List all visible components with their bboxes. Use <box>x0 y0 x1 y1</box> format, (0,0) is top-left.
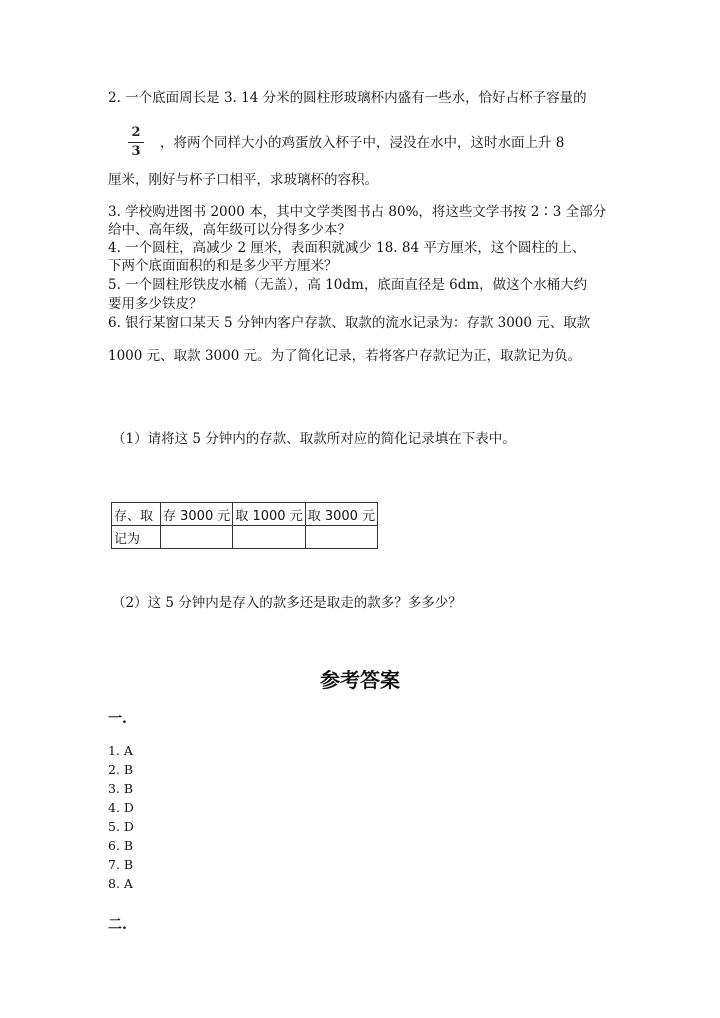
table-cell: 记为 <box>112 526 161 549</box>
fraction-denominator: 3 <box>131 144 141 159</box>
question-5-line-1: 5. 一个圆柱形铁皮水桶（无盖），高 10dm，底面直径是 6dm，做这个水桶大约 <box>108 277 588 293</box>
question-3-line-1: 3. 学校购进图书 2000 本，其中文学类图书占 80%，将这些文学书按 2∶3 全部分 <box>108 204 607 220</box>
answer-item: 4. D <box>108 800 134 815</box>
answer-item: 5. D <box>108 819 134 834</box>
question-4-line-1: 4. 一个圆柱，高减少 2 厘米，表面积就减少 18. 84 平方厘米，这个圆柱的上、 <box>108 240 586 256</box>
table-cell: 存 3000 元 <box>161 503 233 526</box>
table-cell-empty <box>161 526 233 549</box>
answers-title: 参考答案 <box>320 668 400 692</box>
question-2-line-3: 厘米，刚好与杯子口相平，求玻璃杯的容积。 <box>108 172 378 188</box>
answer-item: 3. B <box>108 781 134 796</box>
table-cell: 存、取 <box>112 503 161 526</box>
record-table <box>111 502 378 549</box>
answer-item: 8. A <box>108 876 133 891</box>
answer-item: 6. B <box>108 838 134 853</box>
question-2-line-1: 2. 一个底面周长是 3. 14 分米的圆柱形玻璃杯内盛有一些水，恰好占杯子容量的 <box>108 90 587 106</box>
question-4-line-2: 下两个底面面积的和是多少平方厘米？ <box>108 258 338 274</box>
fraction-two-thirds <box>128 126 144 159</box>
question-6-line-2: 1000 元、取款 3000 元。为了简化记录，若将客户存款记为正，取款记为负。 <box>108 348 582 364</box>
section-two-heading: 二. <box>108 917 127 933</box>
question-3-line-2: 给中、高年级，高年级可以分得多少本？ <box>108 222 351 238</box>
question-6-sub-2: （2）这 5 分钟内是存入的款多还是取走的款多？多多少？ <box>112 595 462 611</box>
table-cell: 取 1000 元 <box>233 503 305 526</box>
table-cell-empty <box>233 526 305 549</box>
table-row <box>112 526 378 549</box>
question-6-sub-1: （1）请将这 5 分钟内的存款、取款所对应的简化记录填在下表中。 <box>112 431 516 447</box>
answer-item: 2. B <box>108 762 134 777</box>
fraction-numerator: 2 <box>131 125 141 140</box>
table-cell: 取 3000 元 <box>305 503 377 526</box>
table-cell-empty <box>305 526 377 549</box>
section-one-heading: 一. <box>108 711 127 727</box>
fraction-bar <box>128 142 144 143</box>
question-6-line-1: 6. 银行某窗口某天 5 分钟内客户存款、取款的流水记录为：存款 3000 元、取款 <box>108 315 591 331</box>
question-5-line-2: 要用多少铁皮？ <box>108 296 203 312</box>
answer-item: 7. B <box>108 857 134 872</box>
table-header-row <box>112 503 378 526</box>
question-2-line-2: ，将两个同样大小的鸡蛋放入杯子中，浸没在水中，这时水面上升 8 <box>160 135 565 151</box>
answer-item: 1. A <box>108 743 133 758</box>
